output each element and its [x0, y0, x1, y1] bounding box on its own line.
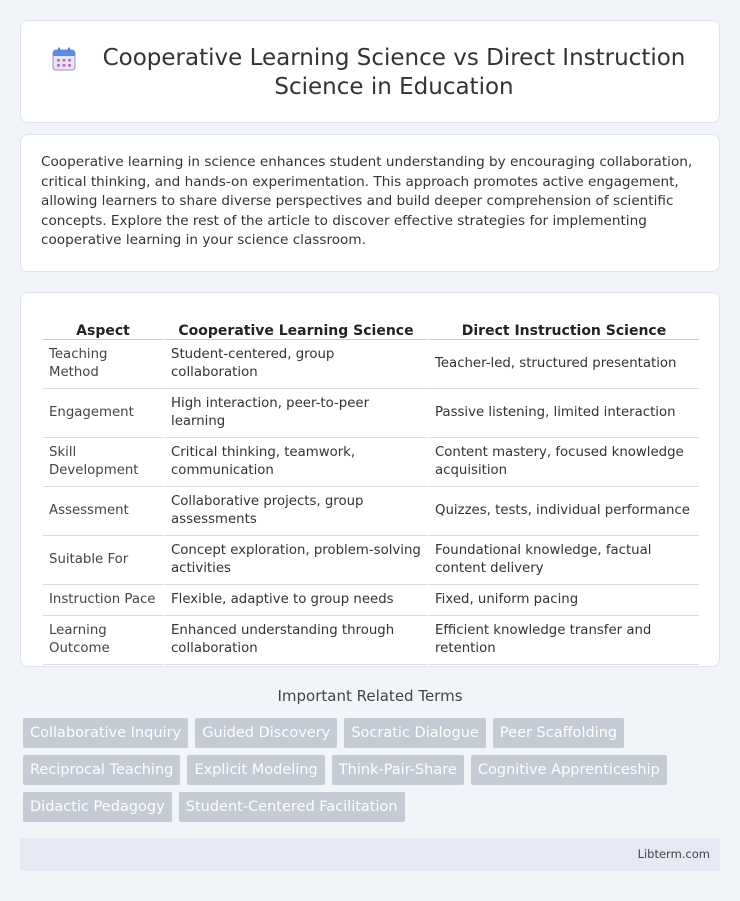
table-row [43, 585, 699, 616]
row-aspect: Suitable For [43, 536, 163, 585]
term-chip[interactable]: Cognitive Apprenticeship [471, 755, 667, 785]
row-aspect: Engagement [43, 389, 163, 438]
term-chip[interactable]: Socratic Dialogue [344, 718, 485, 748]
term-chip[interactable]: Didactic Pedagogy [23, 792, 172, 822]
table-row [43, 340, 699, 389]
header-aspect: Aspect [43, 313, 163, 340]
table-row [43, 438, 699, 487]
title-card [20, 20, 720, 123]
row-aspect: Learning Outcome [43, 616, 163, 665]
footer [20, 838, 720, 871]
row-direct: Teacher-led, structured presentation [427, 340, 699, 389]
row-aspect: Skill Development [43, 438, 163, 487]
related-terms-heading: Important Related Terms [277, 687, 463, 705]
row-cooperative: Flexible, adaptive to group needs [163, 585, 427, 616]
comparison-table [43, 313, 699, 665]
term-chip[interactable]: Think-Pair-Share [332, 755, 464, 785]
row-aspect: Instruction Pace [43, 585, 163, 616]
row-aspect: Assessment [43, 487, 163, 536]
row-direct: Quizzes, tests, individual performance [427, 487, 699, 536]
related-terms-list [23, 718, 723, 829]
row-direct: Passive listening, limited interaction [427, 389, 699, 438]
term-chip[interactable]: Reciprocal Teaching [23, 755, 180, 785]
page-title: Cooperative Learning Science vs Direct Instruction Science in Education [102, 44, 686, 100]
term-chip[interactable]: Student-Centered Facilitation [179, 792, 405, 822]
table-row [43, 616, 699, 665]
calendar-icon [51, 46, 77, 72]
row-cooperative: High interaction, peer-to-peer learning [163, 389, 427, 438]
row-direct: Fixed, uniform pacing [427, 585, 699, 616]
footer-site-link[interactable]: Libterm.com [637, 847, 710, 861]
comparison-card [20, 292, 720, 667]
intro-card [20, 134, 720, 272]
row-direct: Efficient knowledge transfer and retention [427, 616, 699, 665]
header-cooperative: Cooperative Learning Science [163, 313, 427, 340]
row-cooperative: Concept exploration, problem-solving activities [163, 536, 427, 585]
row-cooperative: Enhanced understanding through collaboration [163, 616, 427, 665]
term-chip[interactable]: Collaborative Inquiry [23, 718, 188, 748]
row-cooperative: Critical thinking, teamwork, communication [163, 438, 427, 487]
table-header-row [43, 313, 699, 340]
table-row [43, 536, 699, 585]
table-row [43, 389, 699, 438]
term-chip[interactable]: Explicit Modeling [187, 755, 324, 785]
header-direct: Direct Instruction Science [427, 313, 699, 340]
table-row [43, 487, 699, 536]
intro-paragraph: Cooperative learning in science enhances student understanding by encouraging collaboration, critical thinking, and hands-on experimentation. This approach promotes active engagement, allowing learners to share diverse perspectives and build deeper comprehension of scientific concepts. Explore the rest of the article to discover effective strategies for implementing cooperative learning in your science classroom. [41, 154, 693, 249]
row-cooperative: Student-centered, group collaboration [163, 340, 427, 389]
row-direct: Foundational knowledge, factual content delivery [427, 536, 699, 585]
row-aspect: Teaching Method [43, 340, 163, 389]
term-chip[interactable]: Peer Scaffolding [493, 718, 624, 748]
term-chip[interactable]: Guided Discovery [195, 718, 337, 748]
row-cooperative: Collaborative projects, group assessments [163, 487, 427, 536]
row-direct: Content mastery, focused knowledge acquisition [427, 438, 699, 487]
